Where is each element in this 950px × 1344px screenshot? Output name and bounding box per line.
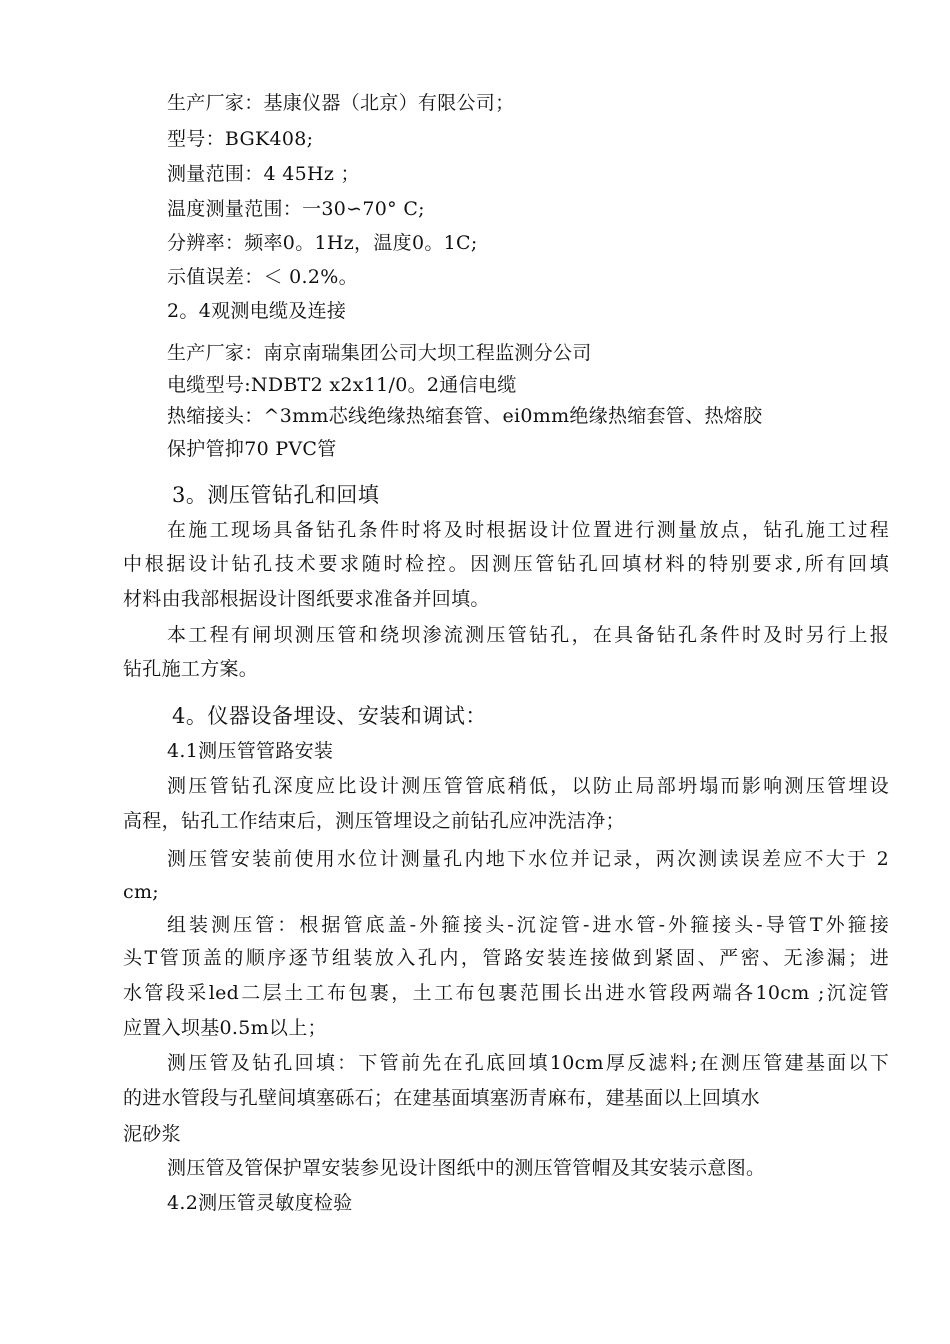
paragraph-line: 高程，钻孔工作结束后，测压管埋设之前钻孔应冲洗洁净； [123,810,625,832]
subheading-2-4: 2。4观测电缆及连接 [167,300,347,322]
heat-shrink-line: 热缩接头：^3mm芯线绝缘热缩套管、ei0mm绝缘热缩套管、热熔胶 [167,405,763,427]
cable-model-line: 电缆型号:NDBT2 x2x11/0。2通信电缆 [167,374,517,396]
paragraph-line: 测压管钻孔深度应比设计测压管管底稍低，以防止局部坍塌而影响测压管埋设 [167,775,889,797]
paragraph-line: 的进水管段与孔壁间填塞砾石；在建基面填塞沥青麻布，建基面以上回填水 [123,1087,760,1109]
paragraph-line: 材料由我部根据设计图纸要求准备并回填。 [123,588,490,610]
section-heading-4: 4。仪器设备埋设、安装和调试： [172,704,487,728]
subheading-4-2: 4.2测压管灵敏度检验 [167,1192,353,1214]
paragraph-line: cm; [123,881,159,903]
paragraph-line: 本工程有闸坝测压管和绕坝渗流测压管钻孔，在具备钻孔条件时及时另行上报 [167,624,889,646]
paragraph-line: 测压管安装前使用水位计测量孔内地下水位并记录，两次测读误差应不大于 2 [167,848,889,870]
error-line: 示值误差：＜ 0.2%。 [167,266,358,288]
paragraph-line: 在施工现场具备钻孔条件时将及时根据设计位置进行测量放点，钻孔施工过程 [167,519,889,541]
paragraph-line: 钻孔施工方案。 [123,658,259,680]
paragraph-line: 测压管及钻孔回填：下管前先在孔底回填10cm厚反滤料;在测压管建基面以下 [167,1052,889,1074]
paragraph-line: 中根据设计钻孔技术要求随时检控。因测压管钻孔回填材料的特别要求,所有回填 [123,553,889,575]
paragraph-line: 组装测压管：根据管底盖-外箍接头-沉淀管-进水管-外箍接头-导管T外箍接 [167,914,889,936]
paragraph-line: 泥砂浆 [123,1123,181,1145]
cable-manufacturer-line: 生产厂家：南京南瑞集团公司大坝工程监测分公司 [167,342,592,364]
protection-pipe-line: 保护管抑70 PVC管 [167,438,337,460]
paragraph-line: 测压管及管保护罩安装参见设计图纸中的测压管管帽及其安装示意图。 [167,1157,766,1179]
paragraph-line: 应置入坝基0.5m以上； [123,1017,327,1039]
temperature-range-line: 温度测量范围：一30∽70° C; [167,198,425,220]
section-heading-3: 3。测压管钻孔和回填 [172,483,380,507]
measurement-range-line: 测量范围：4 45Hz ； [167,163,360,185]
subheading-4-1: 4.1测压管管路安装 [167,740,334,762]
paragraph-line: 头T管顶盖的顺序逐节组装放入孔内，管路安装连接做到紧固、严密、无渗漏；进 [123,947,889,969]
resolution-line: 分辨率：频率0。1Hz，温度0。1C; [167,232,478,254]
model-line: 型号：BGK408; [167,128,314,150]
manufacturer-line: 生产厂家：基康仪器（北京）有限公司； [167,92,515,114]
paragraph-line: 水管段采led二层土工布包裹，土工布包裹范围长出进水管段两端各10cm ;沉淀管 [123,982,889,1004]
